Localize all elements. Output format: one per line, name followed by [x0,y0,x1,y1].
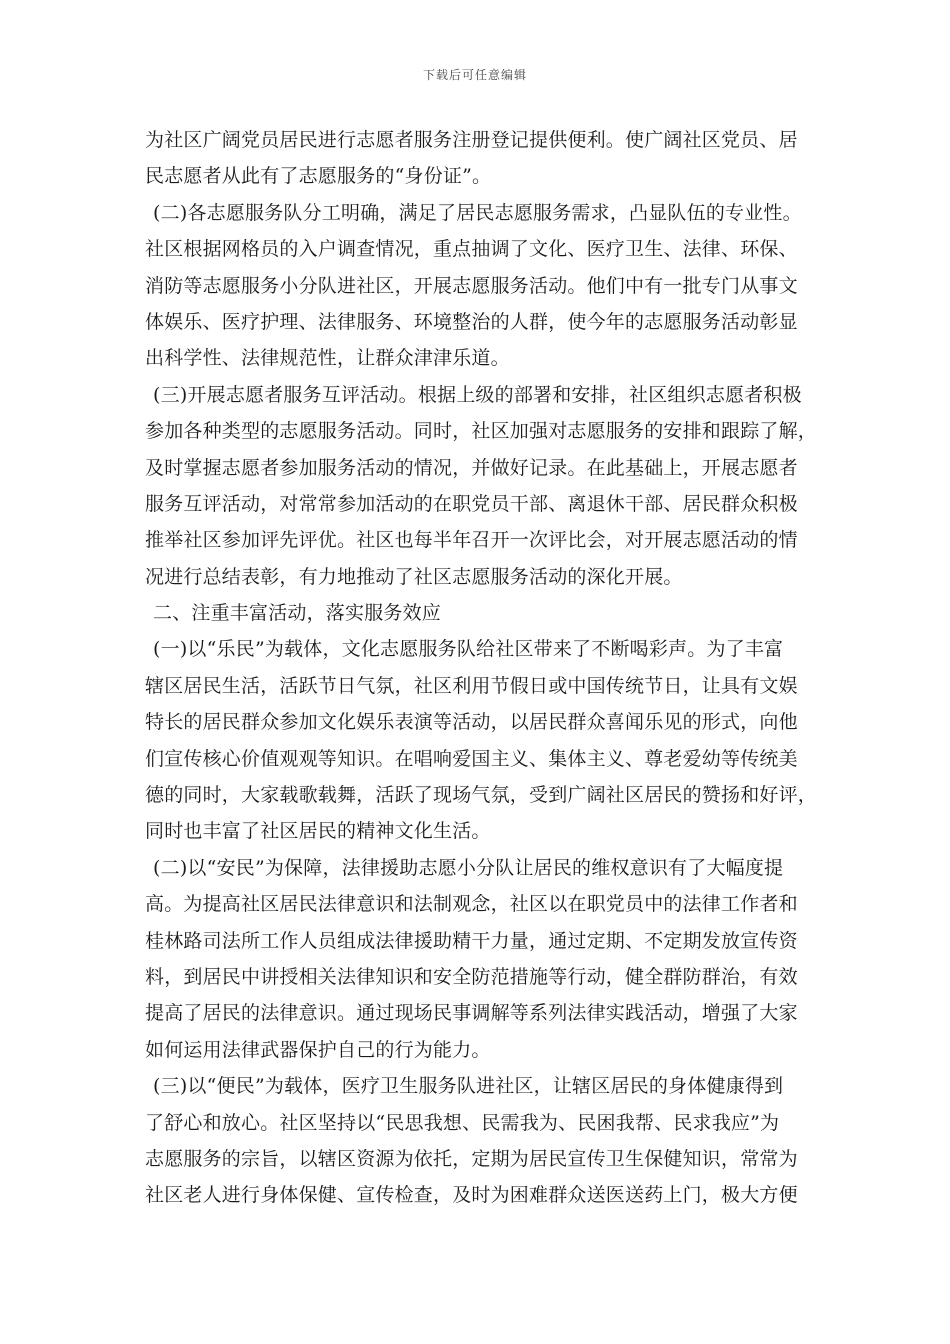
text-line: 志愿服务的宗旨，以辖区资源为依托，定期为居民宣传卫生保健知识，常常为 [145,1147,798,1170]
text-line: 及时掌握志愿者参加服务活动的情况，并做好记录。在此基础上，开展志愿者 [145,456,798,479]
text-line: 社区老人进行身体保健、宣传检查，及时为困难群众送医送药上门，极大方便 [145,1184,798,1207]
text-line: 同时也丰富了社区居民的精神文化生活。 [145,820,491,843]
text-line: 德的同时，大家载歌载舞，活跃了现场气氛，受到广阔社区居民的赞扬和好评， [145,784,818,807]
text-line: 体娱乐、医疗护理、法律服务、环境整治的人群，使今年的志愿服务活动彰显 [145,310,798,333]
text-line: 推举社区参加评先评优。社区也每半年召开一次评比会，对开展志愿活动的情 [145,529,798,552]
text-line: 社区根据网格员的入户调查情况，重点抽调了文化、医疗卫生、法律、环保、 [145,238,798,261]
text-line: (一)以“乐民”为载体，文化志愿服务队给社区带来了不断喝彩声。为了丰富 [153,638,784,661]
text-line: 桂林路司法所工作人员组成法律援助精干力量，通过定期、不定期发放宣传资 [145,929,798,952]
text-line: 们宣传核心价值观观等知识。在唱响爱国主义、集体主义、尊老爱幼等传统美 [145,747,798,770]
page-header: 下载后可任意编辑 [422,68,527,82]
text-line: 出科学性、法律规范性，让群众津津乐道。 [145,347,510,370]
text-line: 参加各种类型的志愿服务活动。同时，社区加强对志愿服务的安排和跟踪了解， [145,420,818,443]
text-line: 为社区广阔党员居民进行志愿者服务注册登记提供便利。使广阔社区党员、居 [145,129,798,151]
text-line: 了舒心和放心。社区坚持以“民思我想、民需我为、民困我帮、民求我应”为 [145,1111,780,1134]
text-line: (二)各志愿服务队分工明确，满足了居民志愿服务需求，凸显队伍的专业性。 [153,201,802,224]
text-line: 民志愿者从此有了志愿服务的“身份证”。 [145,165,492,188]
text-line: 辖区居民生活，活跃节日气氛，社区利用节假日或中国传统节日，让具有文娱 [145,674,798,697]
text-line: 料，到居民中讲授相关法律知识和安全防范措施等行动，健全群防群治，有效 [145,965,798,988]
text-line: 况进行总结表彰，有力地推动了社区志愿服务活动的深化开展。 [145,565,683,588]
text-line: 特长的居民群众参加文化娱乐表演等活动，以居民群众喜闻乐见的形式，向他 [145,711,798,734]
document-body [145,122,825,1214]
text-line: 服务互评活动，对常常参加活动的在职党员干部、离退休干部、居民群众积极 [145,492,798,515]
text-line: (二)以“安民”为保障，法律援助志愿小分队让居民的维权意识有了大幅度提 [153,856,784,879]
text-line: 高。为提高社区居民法律意识和法制观念，社区以在职党员中的法律工作者和 [145,893,798,916]
text-line: 提高了居民的法律意识。通过现场民事调解等系列法律实践活动，增强了大家 [145,1002,798,1025]
text-line: 消防等志愿服务小分队进社区，开展志愿服务活动。他们中有一批专门从事文 [145,274,798,297]
text-line: 如何运用法律武器保护自己的行为能力。 [145,1038,491,1061]
text-line: (三)以“便民”为载体，医疗卫生服务队进社区，让辖区居民的身体健康得到 [153,1075,784,1098]
text-line: 二、注重丰富活动，落实服务效应 [153,602,442,625]
text-line: (三)开展志愿者服务互评活动。根据上级的部署和安排，社区组织志愿者积极 [153,383,802,406]
